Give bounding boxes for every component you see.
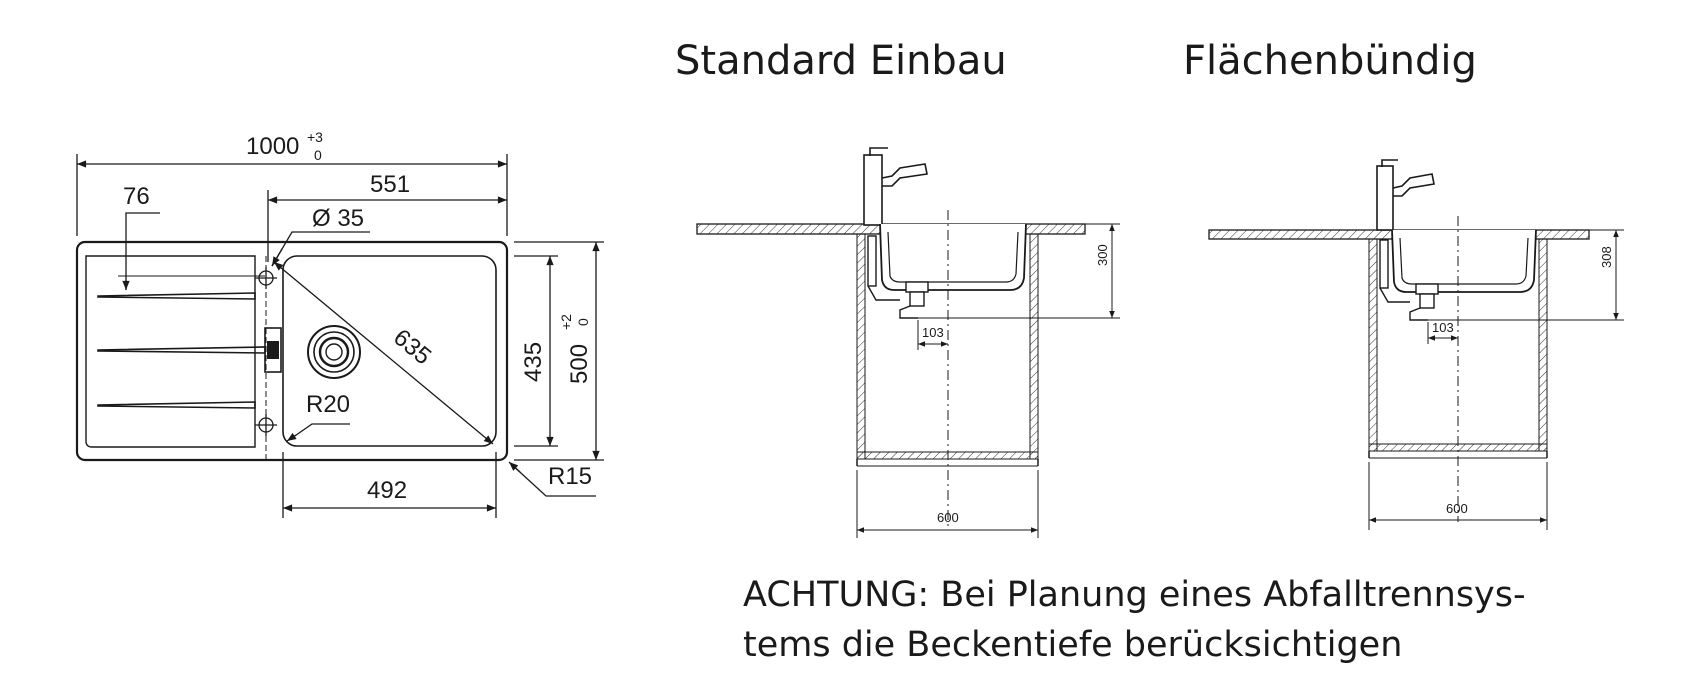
drain-strainer xyxy=(308,326,360,378)
drainer-rib xyxy=(98,402,255,408)
dim-flush-cabinet-width: 600 xyxy=(1446,501,1468,516)
heading-standard-installation: Standard Einbau xyxy=(675,38,1007,84)
dim-depth-tol-lower: 0 xyxy=(575,318,591,326)
sink-bowl xyxy=(880,224,1026,290)
dim-inner-radius: R20 xyxy=(306,391,351,418)
plan-dimension-labels xyxy=(123,129,593,504)
sink-plan-view xyxy=(77,242,507,460)
dim-depth: 500 xyxy=(566,343,593,384)
cabinet-wall-right xyxy=(1539,239,1547,451)
dim-standard-cabinet-width: 600 xyxy=(937,510,959,525)
dim-bowl-width: 551 xyxy=(370,171,411,198)
cabinet-wall-right xyxy=(1030,234,1038,459)
dim-outer-radius: R15 xyxy=(548,463,593,490)
sink-bowl xyxy=(1392,230,1536,292)
cabinet-wall-left xyxy=(1369,239,1377,451)
dim-tap-hole: Ø 35 xyxy=(312,205,365,232)
dim-diagonal: 635 xyxy=(388,323,437,371)
dim-width-tol-upper: +3 xyxy=(307,129,323,145)
dim-offset: 76 xyxy=(123,183,150,210)
dim-depth-tol-upper: +2 xyxy=(558,314,574,330)
dim-width-tol-lower: 0 xyxy=(314,147,322,163)
warning-line-1: ACHTUNG: Bei Planung eines Abfalltrennsys- xyxy=(743,575,1526,615)
warning-line-2: tems die Beckentiefe berücksichtigen xyxy=(743,625,1403,665)
dim-standard-drain-offset: 103 xyxy=(922,325,944,340)
faucet xyxy=(1377,160,1434,230)
dim-flush-drain-offset: 103 xyxy=(1432,320,1454,335)
dim-bowl-depth: 435 xyxy=(520,341,547,382)
section-standard-installation xyxy=(697,148,1085,530)
dim-bowl-inner-width: 492 xyxy=(367,477,408,504)
faucet xyxy=(864,148,927,225)
dim-flush-height: 308 xyxy=(1599,246,1614,268)
section-flush-installation xyxy=(1209,160,1589,522)
heading-flush-installation: Flächenbündig xyxy=(1183,38,1477,84)
drainer-rib xyxy=(98,347,265,353)
dim-standard-height: 300 xyxy=(1095,244,1110,266)
dim-width: 1000 xyxy=(246,133,300,160)
cabinet-wall-left xyxy=(857,234,865,459)
drainer-rib xyxy=(98,293,255,299)
